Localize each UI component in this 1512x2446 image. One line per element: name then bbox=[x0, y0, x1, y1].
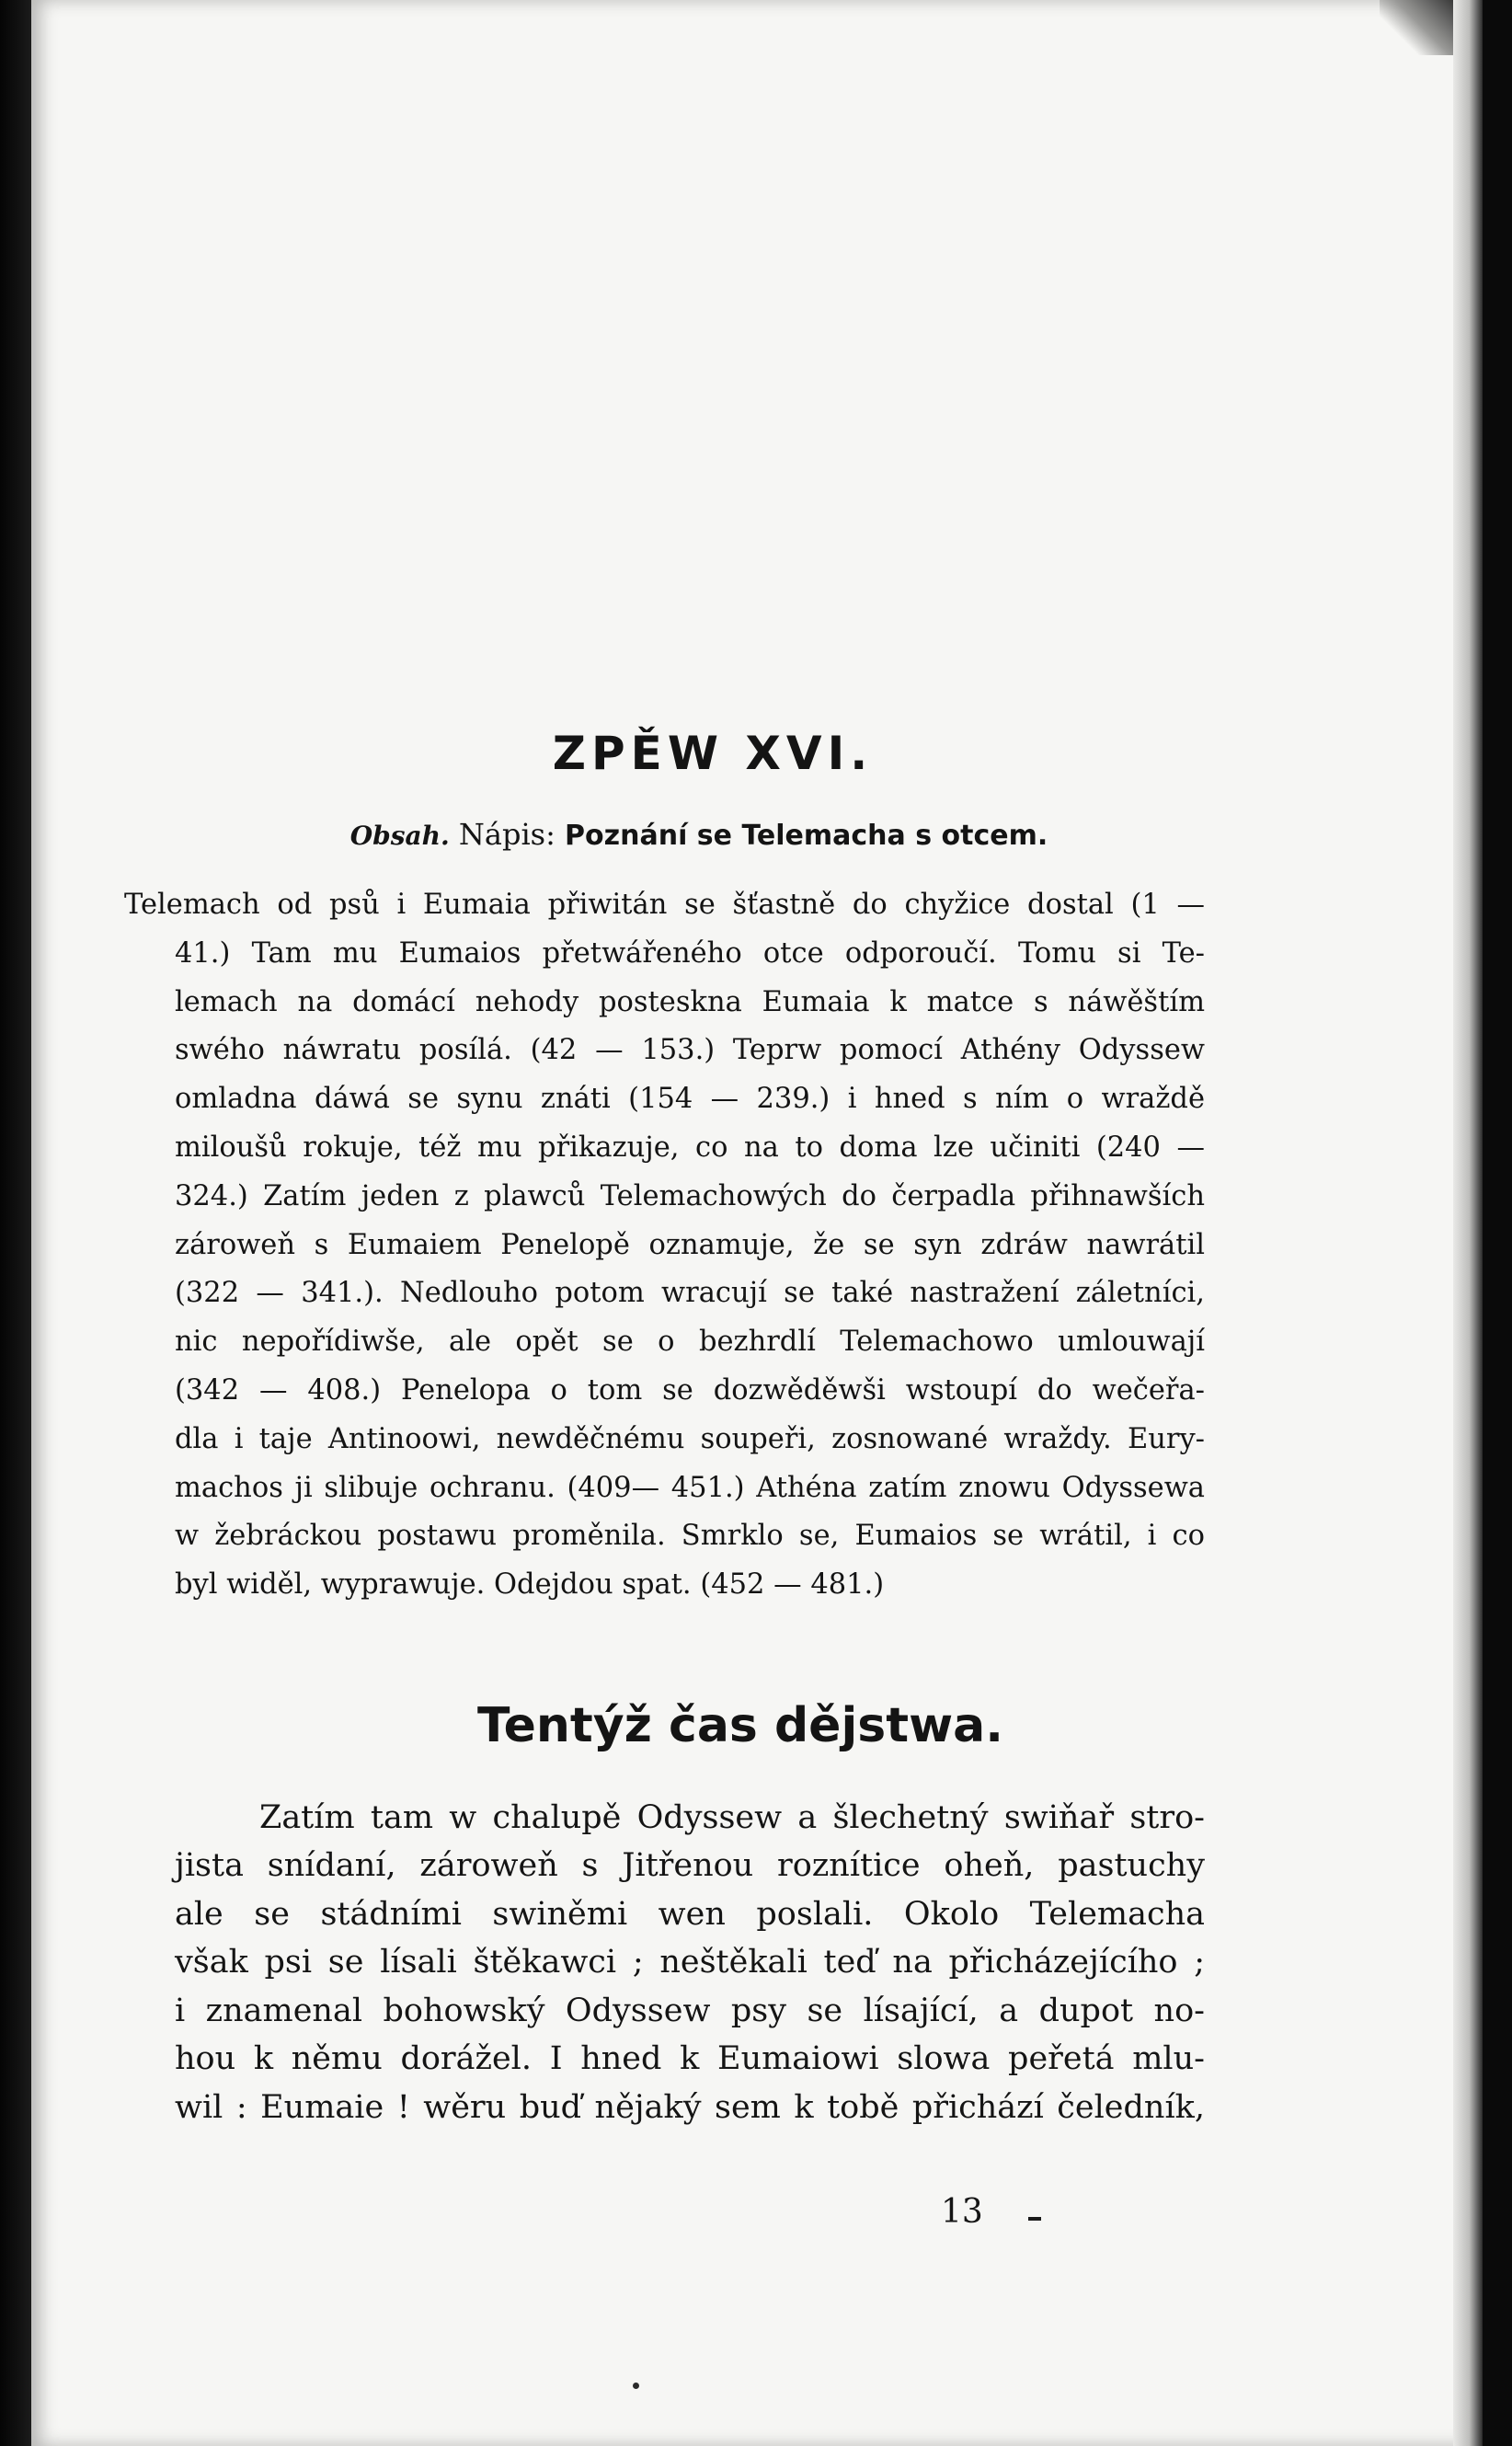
page-edge bbox=[1453, 0, 1483, 2446]
summary-line: omladna dáwá se synu znáti (154 — 239.) i hned s ním o wraždě bbox=[175, 1083, 1205, 1116]
summary-line: zároweň s Eumaiem Penelopě oznamuje, že se syn zdráw nawrátil bbox=[175, 1228, 1205, 1261]
body-line: hou k němu dorážel. I hned k Eumaiowi slowa peřetá mlu- bbox=[175, 2040, 1205, 2078]
summary-line: miloušů rokuje, též mu přikazuje, co na to doma lze učiniti (240 — bbox=[175, 1131, 1205, 1164]
body-text bbox=[175, 1794, 1205, 2132]
summary-line: machos ji slibuje ochranu. (409— 451.) Athéna zatím znowu Odyssewa bbox=[175, 1471, 1205, 1504]
body-line: wil : Eumaie ! wěru buď nějaký sem k tobě přichází čeledník, bbox=[175, 2088, 1205, 2126]
summary-line: byl widěl, wyprawuje. Odejdou spat. (452 — 481.) bbox=[175, 1568, 885, 1602]
body-line: Zatím tam w chalupě Odyssew a šlechetný swiňař stro- bbox=[259, 1798, 1205, 1836]
page-number: 13 bbox=[941, 2193, 983, 2231]
body-line: ale se stádními swiněmi wen poslali. Okolo Telemacha bbox=[175, 1895, 1205, 1933]
chapter-summary bbox=[124, 881, 1205, 1610]
section-title: Tentýž čas dějstwa. bbox=[477, 1697, 1003, 1753]
summary-line: swého náwratu posílá. (42 — 153.) Teprw pomocí Athény Odyssew bbox=[175, 1034, 1205, 1067]
body-line: jista snídaní, zároweň s Jitřenou roznítice oheň, pastuchy bbox=[175, 1847, 1205, 1885]
page-corner-curl bbox=[1380, 0, 1453, 55]
summary-line: (322 — 341.). Nedlouho potom wracují se také nastražení záletníci, bbox=[175, 1277, 1205, 1310]
contents-heading: Poznání se Telemacha s otcem. bbox=[565, 820, 1048, 852]
contents-label: Obsah. bbox=[349, 821, 450, 851]
summary-line: Telemach od psů i Eumaia přiwitán se šťastně do chyžice dostal (1 — bbox=[124, 889, 1205, 921]
chapter-title: ZPĚW XVI. bbox=[552, 727, 874, 780]
summary-line: dla i taje Antinoowi, newděčnému soupeři, zosnowané wraždy. Eury- bbox=[175, 1422, 1205, 1455]
print-speck bbox=[633, 2383, 639, 2389]
summary-line: (342 — 408.) Penelopa o tom se dozwěděwši wstoupí do wečeřa- bbox=[175, 1373, 1205, 1407]
contents-prefix: Nápis: bbox=[458, 817, 556, 852]
page-number-dash bbox=[1028, 2217, 1041, 2221]
summary-line: w žebráckou postawu proměnila. Smrklo se, Eumaios se wrátil, i co bbox=[175, 1520, 1205, 1553]
body-line: však psi se lísali štěkawci ; neštěkali teď na přicházejícího ; bbox=[175, 1944, 1205, 1981]
contents-line bbox=[175, 817, 1205, 852]
book-binding bbox=[0, 0, 31, 2446]
summary-line: 41.) Tam mu Eumaios přetwářeného otce odporoučí. Tomu si Te- bbox=[175, 936, 1205, 970]
body-line: i znamenal bohowský Odyssew psy se lísající, a dupot no- bbox=[175, 1992, 1205, 2029]
summary-line: lemach na domácí nehody posteskna Eumaia k matce s náwěštím bbox=[175, 985, 1205, 1018]
summary-line: nic nepořídiwše, ale opět se o bezhrdlí Telemachowo umlouwají bbox=[175, 1326, 1205, 1359]
page-content bbox=[124, 727, 1205, 2131]
summary-line: 324.) Zatím jeden z plawců Telemachowých do čerpadla přihnawších bbox=[175, 1179, 1205, 1212]
